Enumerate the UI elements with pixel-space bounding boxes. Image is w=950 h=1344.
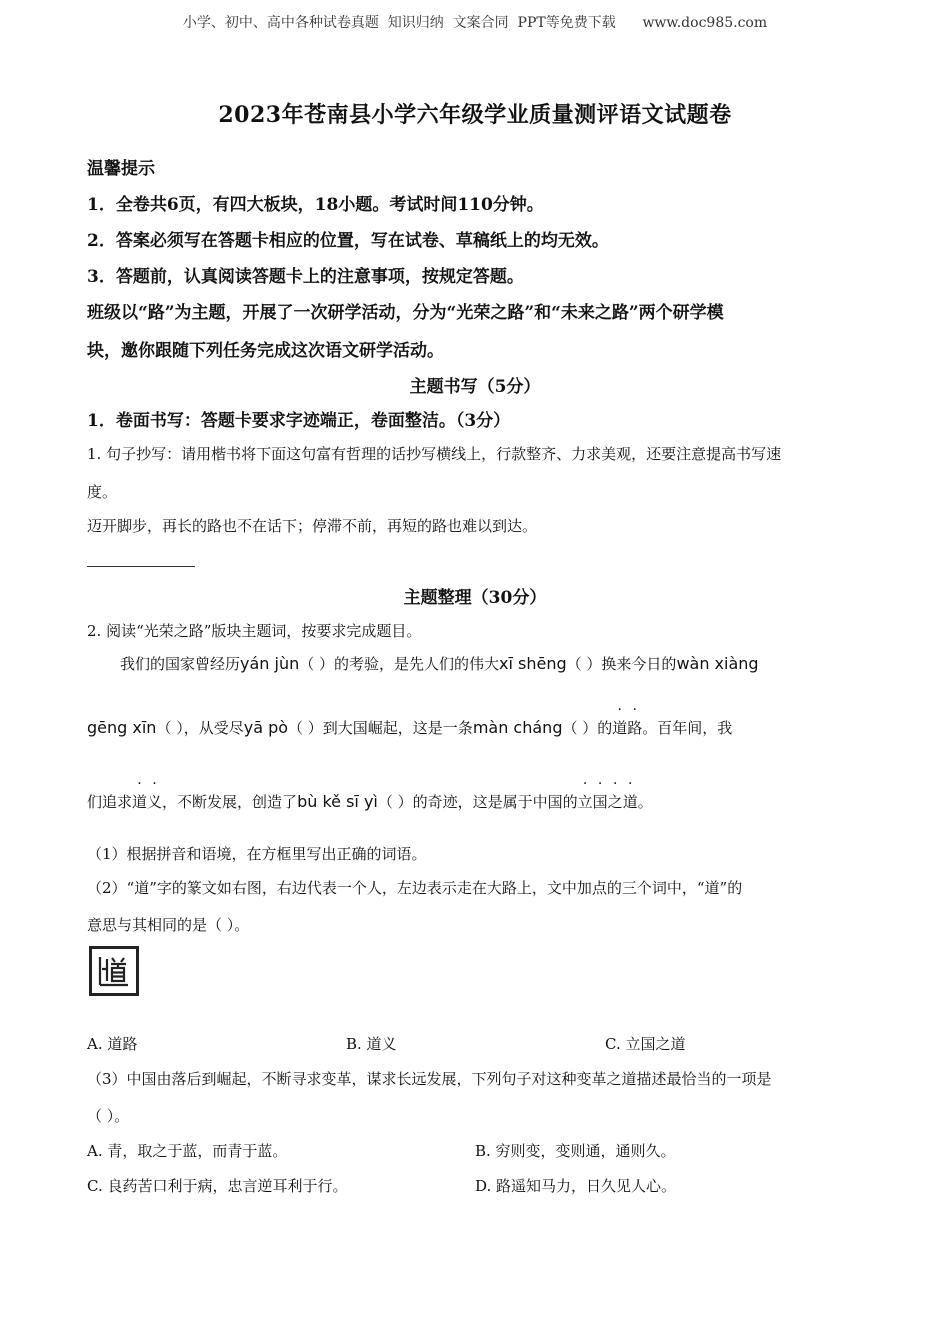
q1-title: 1．卷面书写：答题卡要求字迹端正，卷面整洁。（3分） [87,411,511,431]
page-header: 小学、初中、高中各种试卷真题 知识归纳 文案合同 PPT等免费下载 www.doc985.com [182,15,768,31]
passage-line-3: 们追求道义，不断发展，创造了bù kě sī yì（ ）的奇迹，这是属于中国的立国之道。 [87,792,653,811]
tips-heading: 温馨提示 [87,159,155,179]
tip-item-3: 3．答题前，认真阅读答题卡上的注意事项，按规定答题。 [87,267,524,287]
sub2-option-c[interactable]: C. 立国之道 [605,1035,686,1053]
sub3-option-d[interactable]: D. 路遥知马力，日久见人心。 [475,1177,677,1195]
copy-answer-line[interactable] [87,566,195,567]
seal-script-dao-icon [89,946,139,996]
sub-question-2-line-1: （2）“道”字的篆文如右图，右边代表一个人，左边表示走在大路上，文中加点的三个词中，“道”的 [87,879,743,897]
q1-text-2: 度。 [87,483,118,501]
passage-line-1: 我们的国家曾经历yán jùn（ ）的考验，是先人们的伟大xī shēng（ ）换来今日的wàn xiàng [120,654,759,673]
q2-intro: 2. 阅读“光荣之路”版块主题词，按要求完成题目。 [87,622,422,640]
passage-line-2: gēng xīn（ ），从受尽yā pò（ ）到大国崛起，这是一条màn cháng（ ）的道路。百年间，我 [87,718,733,737]
section2-title: 主题整理（30分） [403,588,547,608]
sub-question-1: （1）根据拼音和语境，在方框里写出正确的词语。 [87,845,427,863]
sub2-option-a[interactable]: A. 道路 [87,1035,138,1053]
sub2-option-b[interactable]: B. 道义 [346,1035,397,1053]
sub-question-3-line-2: （ ）。 [87,1107,130,1125]
exam-title: 2023年苍南县小学六年级学业质量测评语文试题卷 [218,102,732,128]
intro-line-2: 块，邀你跟随下列任务完成这次语文研学活动。 [87,341,444,361]
sub-question-2-line-2: 意思与其相同的是（ ）。 [87,916,250,934]
section1-title: 主题书写（5分） [409,377,541,397]
q1-text-1: 1. 句子抄写：请用楷书将下面这句富有哲理的话抄写横线上，行款整齐、力求美观，还要注意提高书写速 [87,445,782,463]
sub3-option-a[interactable]: A. 青，取之于蓝，而青于蓝。 [87,1142,288,1160]
sub-question-3-line-1: （3）中国由落后到崛起，不断寻求变革，谋求长远发展，下列句子对这种变革之道描述最恰当的一项是 [87,1070,772,1088]
sub3-option-b[interactable]: B. 穷则变，变则通，通则久。 [475,1142,676,1160]
sub3-option-c[interactable]: C. 良药苦口利于病，忠言逆耳利于行。 [87,1177,348,1195]
tip-item-1: 1．全卷共6页，有四大板块，18小题。考试时间110分钟。 [87,195,544,215]
tip-item-2: 2．答案必须写在答题卡相应的位置，写在试卷、草稿纸上的均无效。 [87,231,609,251]
q1-sentence: 迈开脚步，再长的路也不在话下；停滞不前，再短的路也难以到达。 [87,517,538,535]
intro-line-1: 班级以“路”为主题，开展了一次研学活动，分为“光荣之路”和“未来之路”两个研学模 [87,303,724,323]
